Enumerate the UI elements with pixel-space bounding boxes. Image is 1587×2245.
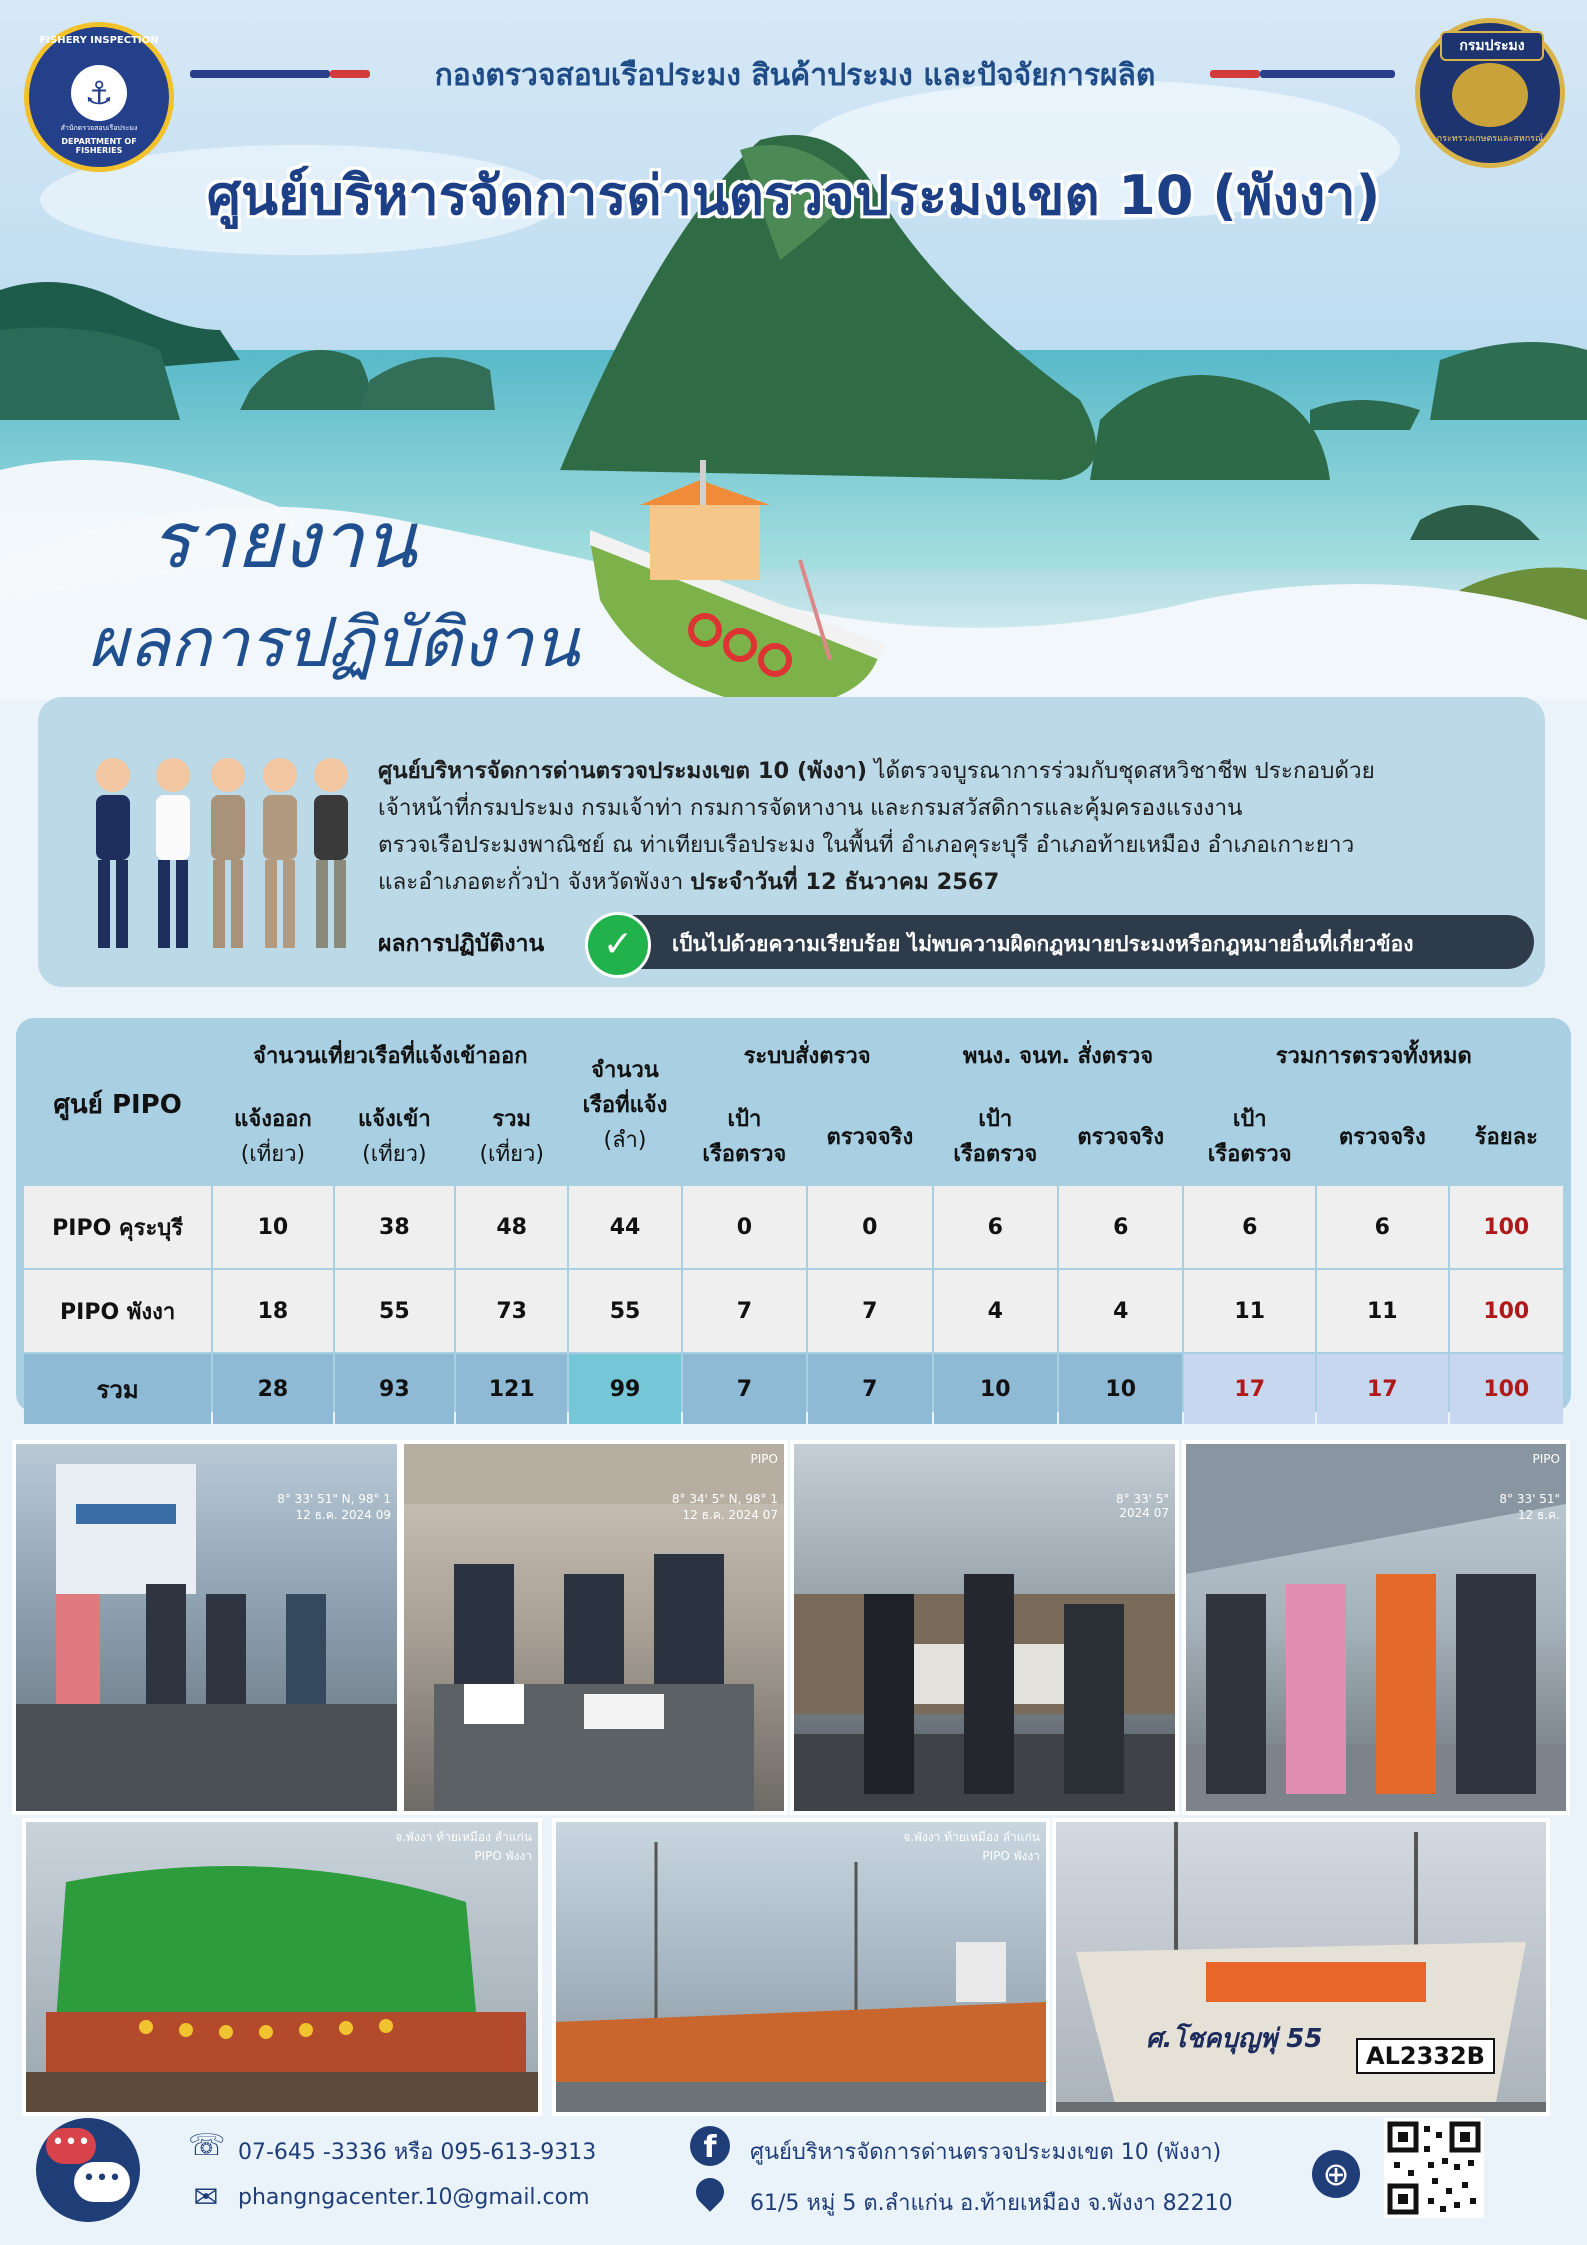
header-boats	[569, 1024, 680, 1184]
sub-out-unit: (เที่ยว)	[240, 1142, 306, 1167]
total-tot-actual: 17	[1317, 1354, 1448, 1424]
qr-code-icon	[1384, 2118, 1484, 2218]
sub-sum-label: รวม	[492, 1107, 532, 1132]
header-system: ระบบสั่งตรวจ	[683, 1024, 932, 1086]
row-name: PIPO คุระบุรี	[24, 1186, 211, 1268]
photo-1-gps: 8° 33' 51" N, 98° 1	[277, 1492, 391, 1506]
sub-off-target-line1: เป้า	[978, 1107, 1013, 1132]
sub-tot-target	[1184, 1088, 1315, 1184]
sub-off-target	[934, 1088, 1057, 1184]
sub-sys-target-line1: เป้า	[727, 1107, 762, 1132]
sub-sys-actual: ตรวจจริง	[808, 1088, 931, 1184]
chat-icon	[36, 2118, 140, 2222]
header-rule-left-red	[330, 70, 370, 78]
summary-line-4-text: และอำเภอตะกั่วป่า จังหวัดพังงา	[378, 869, 691, 895]
header-boats-line1: จำนวน	[591, 1057, 659, 1083]
total-out: 28	[213, 1354, 332, 1424]
cell-sys-actual: 7	[808, 1270, 931, 1352]
cell-tot-target: 11	[1184, 1270, 1315, 1352]
photo-4-stamp	[1499, 1492, 1560, 1525]
cell-tot-target: 6	[1184, 1186, 1315, 1268]
chat-bubble-red: •••	[46, 2128, 96, 2164]
photo-2-date: 12 ธ.ค. 2024 07	[682, 1508, 778, 1522]
photo-4-date: 12 ธ.ค.	[1517, 1508, 1560, 1522]
cell-off-actual: 6	[1059, 1186, 1182, 1268]
summary-line-1-rest: ได้ตรวจบูรณาการร่วมกับชุดสหวิชาชีพ ประกอบด้วย	[866, 758, 1375, 784]
footer-phone: 07-645 -3336 หรือ 095-613-9313	[238, 2140, 597, 2165]
garuda-emblem-icon	[1452, 63, 1528, 127]
photo-harbor-boats	[552, 1818, 1050, 2116]
footer-email: phangngacenter.10@gmail.com	[238, 2185, 590, 2210]
cell-sum: 73	[456, 1270, 567, 1352]
photo-2-tag: PIPO	[750, 1452, 778, 1466]
sub-tot-target-line2: เรือตรวจ	[1207, 1142, 1292, 1167]
summary-line-3: ตรวจเรือประมงพาณิชย์ ณ ท่าเทียบเรือประมง ในพื้นที่ อำเภอคุระบุรี อำเภอท้ายเหมือง อำเภอเกาะยาว	[378, 832, 1355, 858]
officers-illustration	[88, 750, 358, 960]
chat-bubble-white: •••	[74, 2162, 130, 2202]
photo-4-tag: PIPO	[1532, 1452, 1560, 1466]
sub-percent: ร้อยละ	[1450, 1088, 1563, 1184]
total-name: รวม	[24, 1354, 211, 1424]
facebook-icon: f	[690, 2126, 730, 2166]
photo-inspection-2	[400, 1440, 788, 1815]
sub-tot-actual: ตรวจจริง	[1317, 1088, 1448, 1184]
row-name: PIPO พังงา	[24, 1270, 211, 1352]
sub-in-unit: (เที่ยว)	[362, 1142, 427, 1167]
photo-1-stamp	[277, 1492, 391, 1525]
seal-bottom-text: กระทรวงเกษตรและสหกรณ์	[1436, 134, 1544, 144]
header-trips: จำนวนเที่ยวเรือที่แจ้งเข้าออก	[213, 1024, 567, 1086]
header-total: รวมการตรวจทั้งหมด	[1184, 1024, 1563, 1086]
mail-icon: ✉	[193, 2180, 219, 2215]
location-icon	[690, 2172, 730, 2212]
photo-3-gps: 8° 33' 5"	[1116, 1492, 1169, 1506]
inspection-stats-table	[22, 1022, 1565, 1426]
fishery-inspection-logo	[24, 22, 174, 172]
photo-2-stamp	[672, 1492, 778, 1525]
footer-facebook: ศูนย์บริหารจัดการด่านตรวจประมงเขต 10 (พังงา)	[750, 2140, 1222, 2165]
center-title: ศูนย์บริหารจัดการด่านตรวจประมงเขต 10 (พังงา)	[206, 164, 1381, 227]
photo-2-gps: 8° 34' 5" N, 98° 1	[671, 1492, 778, 1506]
cell-sys-target: 0	[683, 1186, 806, 1268]
boat-name: ศ.โชคบุญพุ่ 55	[1146, 2024, 1323, 2054]
cell-in: 38	[335, 1186, 454, 1268]
sub-sys-target-line2: เรือตรวจ	[702, 1142, 787, 1167]
cell-percent: 100	[1450, 1186, 1563, 1268]
sub-off-target-line2: เรือตรวจ	[953, 1142, 1038, 1167]
cell-in: 55	[335, 1270, 454, 1352]
cell-sum: 48	[456, 1186, 567, 1268]
cell-boats: 55	[569, 1270, 680, 1352]
report-heading: รายงาน	[150, 496, 417, 586]
photo-1-date: 12 ธ.ค. 2024 09	[295, 1508, 391, 1522]
header-rule-right-red	[1210, 70, 1260, 78]
report-date: ประจำวันที่ 12 ธันวาคม 2567	[690, 869, 1000, 895]
total-percent: 100	[1450, 1354, 1563, 1424]
cell-off-actual: 4	[1059, 1270, 1182, 1352]
photo-5-location: จ.พังงา ท้ายเหมือง ลำแก่น	[395, 1830, 532, 1844]
table-total-row	[24, 1354, 1563, 1424]
table-row	[24, 1186, 1563, 1268]
summary-line-2: เจ้าหน้าที่กรมประมง กรมเจ้าท่า กรมการจัดหางาน และกรมสวัสดิการและคุ้มครองแรงงาน	[378, 795, 1243, 821]
cell-sys-actual: 0	[808, 1186, 931, 1268]
sub-off-actual: ตรวจจริง	[1059, 1088, 1182, 1184]
cell-tot-actual: 11	[1317, 1270, 1448, 1352]
photo-boat-crew	[1052, 1818, 1550, 2116]
sub-tot-target-line1: เป้า	[1232, 1107, 1267, 1132]
logo-ring-top-text: FISHERY INSPECTION	[39, 35, 159, 46]
photo-4-gps: 8° 33' 51"	[1499, 1492, 1560, 1506]
total-in: 93	[335, 1354, 454, 1424]
cell-tot-actual: 6	[1317, 1186, 1448, 1268]
photo-6-location: จ.พังงา ท้ายเหมือง ลำแก่น	[903, 1830, 1040, 1844]
photo-3-stamp	[1116, 1492, 1169, 1520]
photo-6-stamp	[903, 1828, 1040, 1866]
photo-5-tag: PIPO พังงา	[474, 1849, 532, 1863]
sub-sum-unit: (เที่ยว)	[479, 1142, 544, 1167]
table-row	[24, 1270, 1563, 1352]
cell-out: 10	[213, 1186, 332, 1268]
summary-lead: ศูนย์บริหารจัดการด่านตรวจประมงเขต 10 (พังงา)	[378, 758, 867, 784]
header-boats-line2: เรือที่แจ้ง	[582, 1092, 668, 1118]
cell-percent: 100	[1450, 1270, 1563, 1352]
phone-icon: ☏	[188, 2128, 226, 2163]
sub-out-label: แจ้งออก	[234, 1107, 312, 1132]
checkmark-icon: ✓	[585, 912, 651, 978]
total-sum: 121	[456, 1354, 567, 1424]
summary-line-4	[378, 863, 1508, 899]
cell-off-target: 6	[934, 1186, 1057, 1268]
photo-5-stamp	[395, 1828, 532, 1866]
boat-registration: AL2332B	[1356, 2038, 1495, 2074]
sub-sum	[456, 1088, 567, 1184]
anchor-icon: ⚓	[71, 65, 127, 121]
sub-in-label: แจ้งเข้า	[357, 1107, 431, 1132]
footer-address: 61/5 หมู่ 5 ต.ลำแก่น อ.ท้ายเหมือง จ.พังงา 82210	[750, 2191, 1233, 2216]
header-center: ศูนย์ PIPO	[24, 1024, 211, 1184]
report-subheading: ผลการปฏิบัติงาน	[88, 604, 580, 683]
cell-boats: 44	[569, 1186, 680, 1268]
photo-fishing-nets	[22, 1818, 542, 2116]
photo-inspection-1	[12, 1440, 401, 1815]
sub-sys-target	[683, 1088, 806, 1184]
photo-6-tag: PIPO พังงา	[982, 1849, 1040, 1863]
globe-icon: ⊕	[1312, 2150, 1360, 2198]
logo-ring-bottom-text: DEPARTMENT OF FISHERIES	[61, 137, 137, 155]
header-rule-left-navy	[190, 70, 330, 78]
summary-line-1	[378, 752, 1508, 788]
cell-off-target: 4	[934, 1270, 1057, 1352]
total-boats: 99	[569, 1354, 680, 1424]
logo-inner-text: สำนักตรวจสอบเรือประมง	[60, 124, 138, 132]
result-label: ผลการปฏิบัติงาน	[378, 931, 545, 957]
total-sys-actual: 7	[808, 1354, 931, 1424]
total-off-target: 10	[934, 1354, 1057, 1424]
photo-inspection-4	[1182, 1440, 1570, 1815]
cell-out: 18	[213, 1270, 332, 1352]
department-name: กองตรวจสอบเรือประมง สินค้าประมง และปัจจัยการผลิต	[434, 58, 1156, 93]
seal-top-text: กรมประมง	[1440, 31, 1544, 61]
photo-inspection-3	[790, 1440, 1179, 1815]
cell-sys-target: 7	[683, 1270, 806, 1352]
department-of-fisheries-seal	[1415, 18, 1565, 168]
photo-3-date: 2024 07	[1119, 1506, 1169, 1520]
sub-in	[335, 1088, 454, 1184]
total-sys-target: 7	[683, 1354, 806, 1424]
result-text: เป็นไปด้วยความเรียบร้อย ไม่พบความผิดกฎหมายประมงหรือกฎหมายอื่นที่เกี่ยวข้อง	[672, 932, 1414, 956]
header-boats-line3: (ลำ)	[603, 1127, 647, 1153]
total-tot-target: 17	[1184, 1354, 1315, 1424]
header-rule-right-navy	[1260, 70, 1395, 78]
hero-banner	[0, 0, 1587, 700]
sub-out	[213, 1088, 332, 1184]
header-officer: พนง. จนท. สั่งตรวจ	[934, 1024, 1183, 1086]
total-off-actual: 10	[1059, 1354, 1182, 1424]
